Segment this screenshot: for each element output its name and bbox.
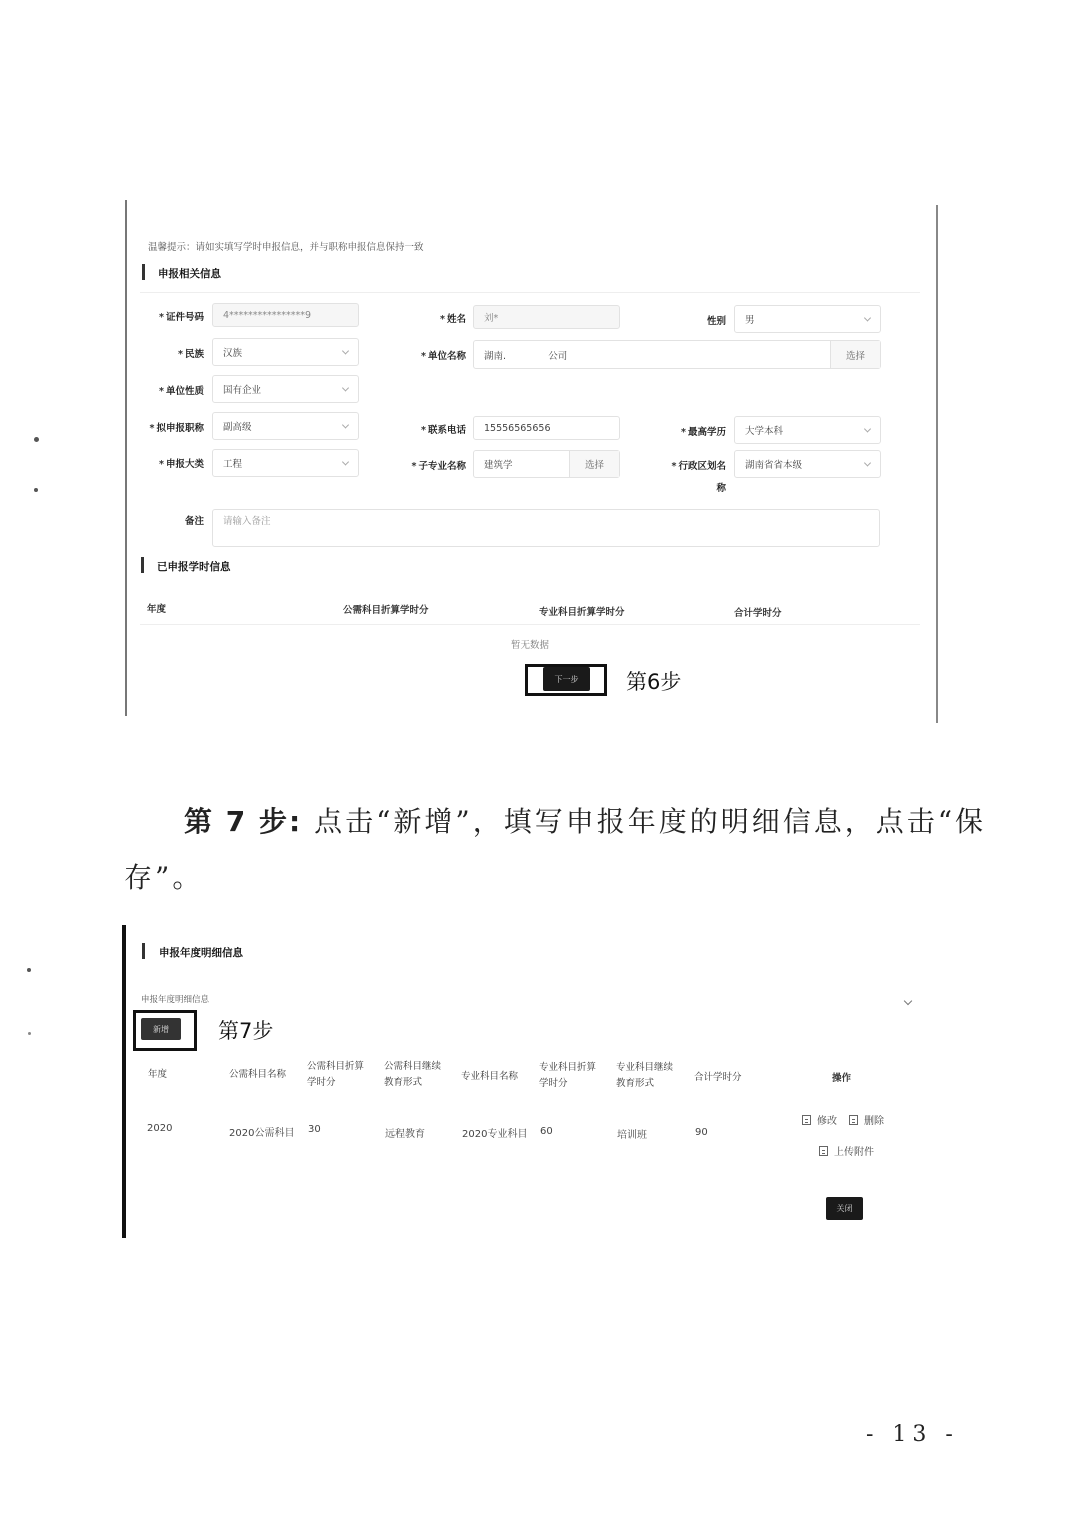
employer-field[interactable]: 湖南. 公司 选择 [473,340,881,369]
table-divider [140,624,920,625]
phone-field[interactable]: 15556565656 [473,416,620,440]
col-year: 年度 [147,604,167,615]
chevron-down-icon [342,421,349,428]
col-pro-hours: 专业科目折算 学时分 [539,1062,597,1089]
ethnicity-label: * 民族 [178,349,204,360]
chevron-down-icon [342,347,349,354]
scan-mark [34,437,39,442]
employer-label: * 单位名称 [421,351,466,362]
col-pro-subject: 专业科目名称 [461,1071,519,1082]
title-level-label: * 拟申报职称 [149,423,204,434]
col-public-subject: 公需科目名称 [229,1069,287,1080]
region-label: * 行政区划名 [671,461,726,472]
step6-callout: 第6步 [626,670,682,694]
delete-link[interactable]: 删除 [849,1112,884,1127]
col-public-hours: 公需科目折算 学时分 [307,1061,365,1088]
chevron-down-icon [864,314,871,321]
id-number-field[interactable]: 4****************9 [212,303,359,327]
section-bar-icon [142,264,145,280]
screenshot-border-left [122,925,126,1238]
section-bar-icon [141,557,144,573]
scan-mark [34,488,38,492]
sub-major-label: * 子专业名称 [411,461,466,472]
upload-link[interactable]: 上传附件 [819,1143,874,1158]
section-title-hours: 已申报学时信息 [157,561,231,573]
id-number-label: * 证件号码 [159,312,204,323]
cell-pro-form: 培训班 [617,1130,647,1141]
gender-label: 性别 [706,316,726,327]
delete-icon [849,1115,858,1125]
chevron-down-icon [342,458,349,465]
cell-public-hours: 30 [308,1124,321,1135]
page-number: - 13 - [866,1422,959,1447]
employer-select-button[interactable]: 选择 [830,341,880,368]
employer-type-label: * 单位性质 [159,386,204,397]
empty-text: 暂无数据 [511,640,550,651]
cell-total: 90 [695,1127,708,1138]
section-title-detail: 申报年度明细信息 [159,947,243,959]
section-divider [140,292,920,293]
cell-pro-subject: 2020专业科目 [462,1129,528,1140]
col-total: 合计学时分 [694,1072,742,1083]
section-title-related: 申报相关信息 [158,268,221,280]
step-label: 第 7 步: [184,805,303,838]
col-total-hours: 合计学时分 [734,608,782,619]
chevron-down-icon [342,384,349,391]
col-public-hours: 公需科目折算学时分 [343,605,429,616]
scan-mark [28,1032,31,1035]
region-label-wrap: 称 [716,483,726,494]
phone-label: * 联系电话 [421,425,466,436]
chevron-down-icon [864,459,871,466]
name-label: * 姓名 [440,314,466,325]
gender-select[interactable]: 男 [734,305,881,333]
scan-mark [27,968,31,972]
cell-year: 2020 [147,1123,173,1134]
col-pro-form: 专业科目继续 教育形式 [616,1062,674,1089]
screenshot-border-left [125,200,127,716]
section-bar-icon [142,943,145,959]
employer-type-select[interactable]: 国有企业 [212,375,359,403]
instruction-line2: 存”。 [124,861,204,894]
ethnicity-select[interactable]: 汉族 [212,338,359,366]
region-select[interactable]: 湖南省省本级 [734,450,881,478]
close-button[interactable]: 关闭 [826,1197,863,1220]
sub-major-select-button[interactable]: 选择 [569,451,619,477]
col-pro-hours: 专业科目折算学时分 [539,607,625,618]
col-public-form: 公需科目继续 教育形式 [384,1061,442,1088]
detail-sub-label: 申报年度明细信息 [141,995,210,1005]
sub-major-field[interactable]: 建筑学 选择 [473,450,620,478]
upload-icon [819,1146,828,1156]
next-step-button[interactable]: 下一步 [543,667,590,691]
col-year: 年度 [148,1069,168,1080]
name-field[interactable]: 刘* [473,305,620,329]
cell-public-form: 远程教育 [385,1129,425,1140]
chevron-down-icon [864,425,871,432]
remark-textarea[interactable]: 请输入备注 [212,509,880,547]
cell-pro-hours: 60 [540,1126,553,1137]
remark-label: 备注 [184,516,204,527]
col-actions: 操作 [832,1073,852,1084]
add-button[interactable]: 新增 [141,1018,181,1040]
step7-callout: 第7步 [218,1019,274,1043]
instruction-line1: 第 7 步: 点击“新增”，填写申报年度的明细信息，点击“保 [184,805,987,838]
chevron-down-icon[interactable] [904,997,912,1005]
title-level-select[interactable]: 副高级 [212,412,359,440]
category-label: * 申报大类 [159,459,204,470]
education-select[interactable]: 大学本科 [734,416,881,444]
warm-tip: 温馨提示：请如实填写学时申报信息，并与职称申报信息保持一致 [148,242,424,253]
screenshot-border-right [936,205,938,723]
category-select[interactable]: 工程 [212,449,359,477]
education-label: * 最高学历 [681,427,726,438]
edit-icon [802,1115,811,1125]
cell-public-subject: 2020公需科目 [229,1128,295,1139]
edit-link[interactable]: 修改 [802,1112,837,1127]
